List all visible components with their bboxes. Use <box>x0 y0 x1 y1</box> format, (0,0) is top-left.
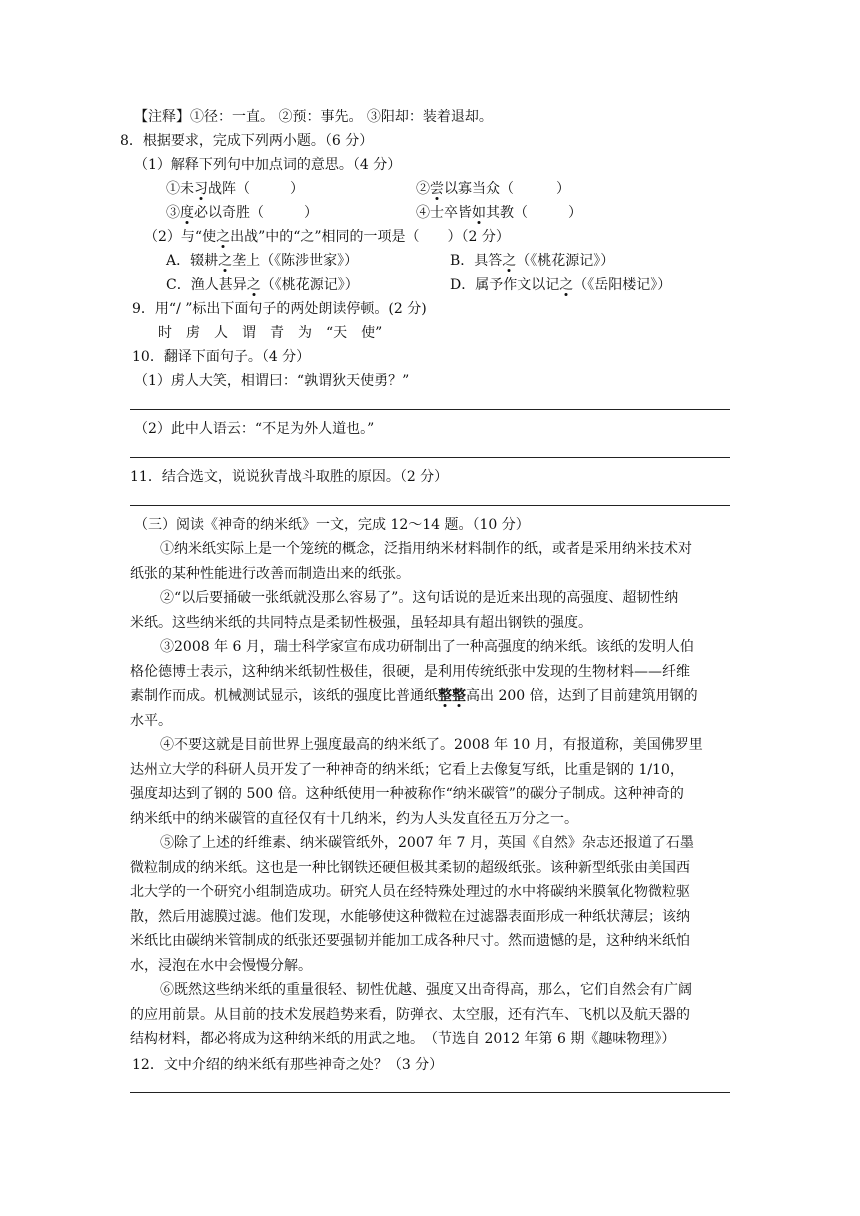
q12-stem: 12．文中介绍的纳米纸有那些神奇之处？（3 分） <box>132 1057 444 1073</box>
answer-line[interactable] <box>130 1092 730 1093</box>
article-line: 纳米纸中的纳米碳管的直径仅有十几纳米，约为人头发直径五万分之一。 <box>130 811 578 827</box>
q8-item-2: ②尝以寡当众（ ） <box>416 181 570 197</box>
article-line: ⑥既然这些纳米纸的重量很轻、韧性优越、强度又出奇得高，那么，它们自然会有广阔 <box>160 982 692 998</box>
q10-sentence-1: （1）虏人大笑，相谓曰：“孰谓狄天使勇？” <box>134 373 410 389</box>
article-line: ④不要这就是目前世界上强度最高的纳米纸了。2008 年 10 月，有报道称，美国佛罗里 <box>160 737 703 753</box>
q8-sub1: （1）解释下列句中加点词的意思。（4 分） <box>134 157 402 173</box>
q11-stem: 11．结合选文，说说狄青战斗取胜的原因。（2 分） <box>130 469 449 485</box>
section-3-heading: （三）阅读《神奇的纳米纸》一文，完成 12～14 题。（10 分） <box>134 517 530 533</box>
q8-stem: 8．根据要求，完成下列两小题。（6 分） <box>120 133 374 149</box>
q8-sub2: （2）与“使之出战”中的“之”相同的一项是（ ）（2 分） <box>144 229 510 245</box>
article-line: 散，然后用滤膜过滤。他们发现，水能够使这种微粒在过滤器表面形成一种纸状薄层；该纳 <box>130 909 690 925</box>
article-line: 达州立大学的科研人员开发了一种神奇的纳米纸；它看上去像复写纸，比重是钢的 1/10， <box>130 762 684 778</box>
article-line: ⑤除了上述的纤维素、纳米碳管纸外，2007 年 7 月，英国《自然》杂志还报道了石墨 <box>160 835 694 851</box>
article-line: 格伦德博士表示，这种纳米纸韧性极佳，很硬，是利用传统纸张中发现的生物材料——纤维 <box>130 664 690 680</box>
q8-option-c: C．渔人甚异之（《桃花源记》） <box>166 277 359 293</box>
q8-option-a: A．辍耕之垄上（《陈涉世家》） <box>166 253 359 269</box>
article-line: 米纸。这些纳米纸的共同特点是柔韧性极强，虽轻却具有超出钢铁的强度。 <box>130 615 592 631</box>
q8-option-d: D．属予作文以记之（《岳阳楼记》） <box>450 277 672 293</box>
article-line: ②“以后要捅破一张纸就没那么容易了”。这句话说的是近来出现的高强度、超韧性纳 <box>160 590 679 606</box>
article-line: 的应用前景。从目前的技术发展趋势来看，防弹衣、太空服，还有汽车、飞机以及航天器的 <box>130 1007 690 1023</box>
q8-item-4: ④士卒皆如其教（ ） <box>416 205 582 221</box>
article-line: 米纸比由碳纳米管制成的纸张还要强韧并能加工成各种尺寸。然而遗憾的是，这种纳米纸怕 <box>130 933 690 949</box>
answer-line[interactable] <box>130 409 730 410</box>
article-line: 纸张的某种性能进行改善而制造出来的纸张。 <box>130 566 410 582</box>
annotation-note: 【注释】①径：一直。 ②预：事先。 ③阳却：装着退却。 <box>134 109 493 125</box>
article-line: 水平。 <box>130 713 172 729</box>
article-line: 北大学的一个研究小组制造成功。研究人员在经特殊处理过的水中将碳纳米膜氧化物微粒驱 <box>130 884 690 900</box>
q8-option-b: B．具答之（《桃花源记》） <box>450 253 615 269</box>
article-line: ①纳米纸实际上是一个笼统的概念，泛指用纳米材料制作的纸，或者是采用纳米技术对 <box>160 541 692 557</box>
answer-line[interactable] <box>130 457 730 458</box>
q9-sentence: 时 虏 人 谓 青 为 “天 使” <box>158 325 383 341</box>
answer-line[interactable] <box>130 505 730 506</box>
article-line: 强度却达到了钢的 500 倍。这种纸使用一种被称作“纳米碳管”的碳分子制成。这种神奇的 <box>130 786 684 802</box>
article-line: 素制作而成。机械测试显示，该纸的强度比普通纸整整高出 200 倍，达到了目前建筑用钢的 <box>130 688 698 704</box>
article-line: 微粒制成的纳米纸。这也是一种比钢铁还硬但极其柔韧的超级纸张。该种新型纸张由美国西 <box>130 860 690 876</box>
q10-stem: 10．翻译下面句子。（4 分） <box>132 349 311 365</box>
q8-item-1: ①未习战阵（ ） <box>166 181 304 197</box>
q10-sentence-2: （2）此中人语云：“不足为外人道也。” <box>134 421 375 437</box>
article-line: ③2008 年 6 月，瑞士科学家宣布成功研制出了一种高强度的纳米纸。该纸的发明人伯 <box>160 639 694 655</box>
article-line: 结构材料，都必将成为这种纳米纸的用武之地。 （节选自 2012 年第 6 期《趣味物理》） <box>130 1031 676 1047</box>
q8-item-3: ③度必以奇胜（ ） <box>166 205 318 221</box>
article-line: 水，浸泡在水中会慢慢分解。 <box>130 958 312 974</box>
q9-stem: 9．用“/ ”标出下面句子的两处朗读停顿。(2 分) <box>132 301 427 317</box>
